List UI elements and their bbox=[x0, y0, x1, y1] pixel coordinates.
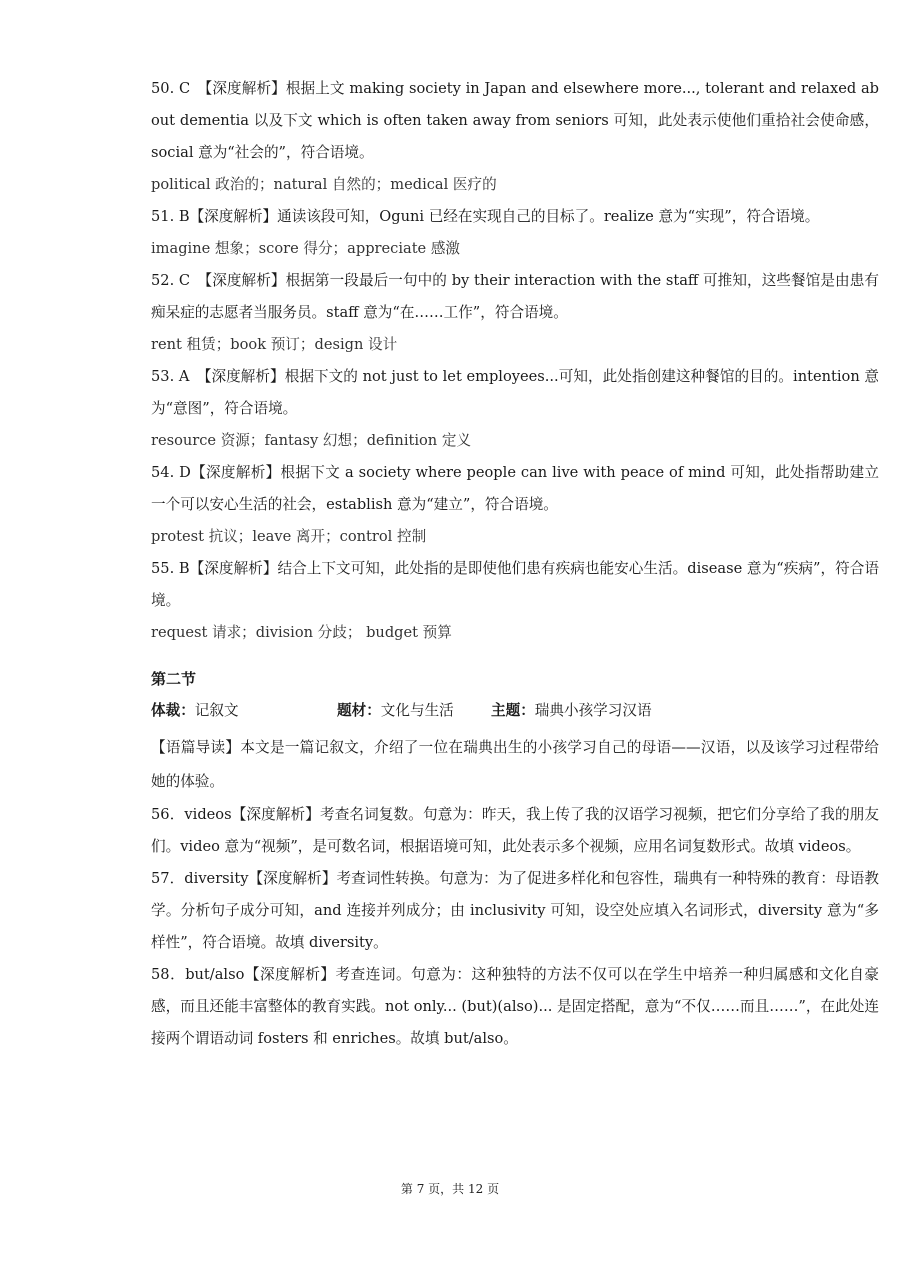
genre-value: 记叙文 bbox=[194, 702, 239, 719]
answer-explanation: 54. D【深度解析】根据下文 a society where people can live with peace of mind 可知，此处指帮助建立一个可以安心生活的社会，establish 意为“建立”，符合语境。 bbox=[151, 464, 879, 513]
answer-explanation: 52. C 【深度解析】根据第一段最后一句中的 by their interaction with the staff 可推知，这些餐馆是由患有痴呆症的志愿者当服务员。staff 意为“在……工作”，符合语境。 bbox=[151, 272, 879, 321]
passage-meta bbox=[151, 695, 879, 727]
distractor-options: political 政治的；natural 自然的；medical 医疗的 bbox=[151, 176, 497, 193]
section-heading: 第二节 bbox=[151, 670, 197, 688]
answer-item-58: 58．but/also【深度解析】考查连词。句意为：这种独特的方法不仅可以在学生中培养一种归属感和文化自豪感，而且还能丰富整体的教育实践。not only... (but)(also)... 是固定搭配，意为“不仅……而且……”，在此处连接两个谓语动词 fosters 和 enriches。故填 but/also。 bbox=[151, 966, 879, 1047]
answer-explanation: 53. A 【深度解析】根据下文的 not just to let employees...可知，此处指创建这种餐馆的目的。intention 意为“意图”，符合语境。 bbox=[151, 368, 879, 417]
answer-item-50 bbox=[151, 73, 879, 201]
distractor-options: rent 租赁；book 预订；design 设计 bbox=[151, 336, 398, 353]
answer-item-56: 56．videos【深度解析】考查名词复数。句意为：昨天，我上传了我的汉语学习视频，把它们分享给了我的朋友们。video 意为“视频”，是可数名词，根据语境可知，此处表示多个视频，应用名词复数形式。故填 videos。 bbox=[151, 806, 879, 855]
page-content bbox=[151, 73, 879, 1055]
topic-label: 题材： bbox=[337, 702, 381, 719]
theme-label: 主题： bbox=[491, 702, 535, 719]
genre-field bbox=[151, 695, 337, 727]
answer-item-52 bbox=[151, 265, 879, 361]
section-gap bbox=[151, 649, 879, 663]
answer-item-51 bbox=[151, 201, 879, 265]
page-number-footer: 第 7 页，共 12 页 bbox=[400, 1182, 500, 1196]
distractor-options: protest 抗议；leave 离开；control 控制 bbox=[151, 528, 427, 545]
answer-item-53 bbox=[151, 361, 879, 457]
answer-item-57: 57．diversity【深度解析】考查词性转换。句意为：为了促进多样化和包容性，瑞典有一种特殊的教育：母语教学。分析句子成分可知，and 连接并列成分；由 inclusivity 可知，设空处应填入名词形式，diversity 意为“多样性”，符合语境。故填 diversity。 bbox=[151, 870, 879, 951]
distractor-options: imagine 想象；score 得分；appreciate 感激 bbox=[151, 240, 461, 257]
topic-value: 文化与生活 bbox=[380, 702, 454, 719]
distractor-options: resource 资源；fantasy 幻想；definition 定义 bbox=[151, 432, 472, 449]
answer-explanation: 50. C 【深度解析】根据上文 making society in Japan and elsewhere more..., tolerant and relaxed about dementia 以及下文 which is often taken away from seniors 可知，此处表示使他们重拾社会使命感，social 意为“社会的”，符合语境。 bbox=[151, 80, 879, 161]
answer-item-54 bbox=[151, 457, 879, 553]
distractor-options: request 请求；division 分歧； budget 预算 bbox=[151, 624, 452, 641]
topic-field bbox=[337, 695, 491, 727]
theme-field bbox=[491, 695, 652, 727]
theme-value: 瑞典小孩学习汉语 bbox=[534, 702, 652, 719]
answer-explanation: 51. B【深度解析】通读该段可知，Oguni 已经在实现自己的目标了。realize 意为“实现”，符合语境。 bbox=[151, 208, 820, 225]
answer-explanation: 55. B【深度解析】结合上下文可知，此处指的是即使他们患有疾病也能安心生活。disease 意为“疾病”，符合语境。 bbox=[151, 560, 879, 609]
genre-label: 体裁： bbox=[151, 702, 195, 719]
answer-item-55 bbox=[151, 553, 879, 649]
passage-intro: 【语篇导读】本文是一篇记叙文，介绍了一位在瑞典出生的小孩学习自己的母语——汉语，以及该学习过程带给她的体验。 bbox=[151, 739, 879, 790]
